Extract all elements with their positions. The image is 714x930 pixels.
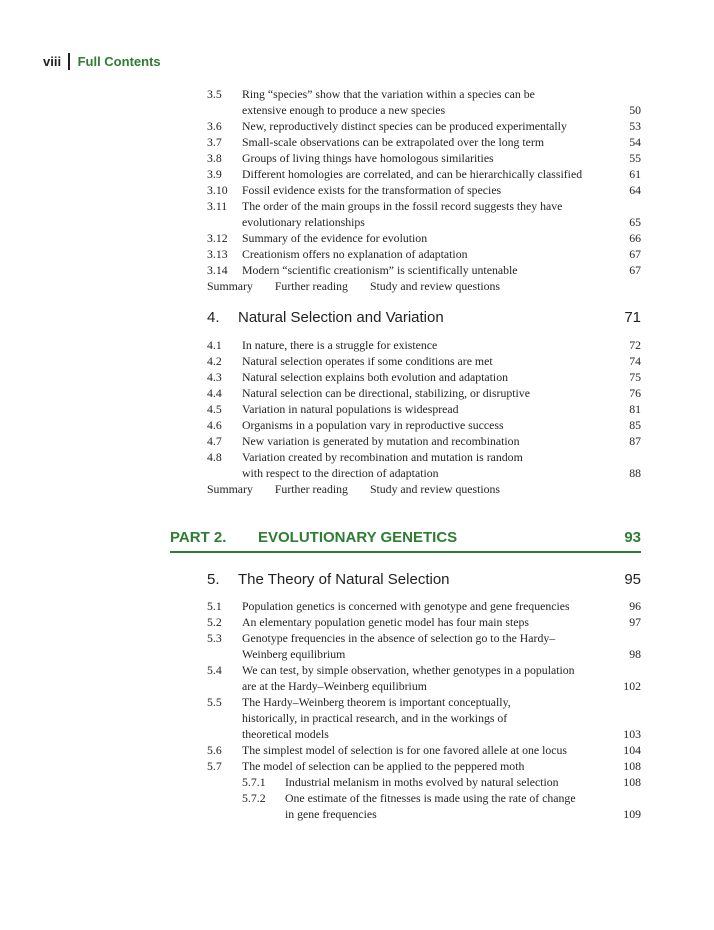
toc-entry[interactable]: [207, 134, 641, 150]
toc-subentry[interactable]: [207, 774, 641, 790]
entry-title: Industrial melanism in moths evolved by natural selection: [285, 775, 559, 789]
entry-number: 4.1: [207, 338, 222, 352]
entry-page: 74: [629, 354, 641, 368]
entry-page: 54: [629, 135, 641, 149]
entry-title: Fossil evidence exists for the transformation of species: [242, 183, 502, 197]
toc-entry[interactable]: [207, 614, 641, 630]
toc-entry[interactable]: [207, 694, 641, 710]
entry-title: New, reproductively distinct species can be produced experimentally: [242, 119, 567, 133]
entry-page: 67: [629, 263, 641, 277]
part-heading[interactable]: [170, 527, 641, 553]
entry-title: with respect to the direction of adaptation: [242, 466, 439, 480]
entry-page: 81: [629, 402, 641, 416]
toc-entry[interactable]: [207, 262, 641, 278]
entry-title: The order of the main groups in the fossil record suggests they have: [242, 199, 563, 213]
entry-number: 5.1: [207, 599, 222, 613]
entry-page: 98: [629, 647, 641, 661]
entry-number: 3.9: [207, 167, 222, 181]
entry-page: 87: [629, 434, 641, 448]
entry-title: The Hardy–Weinberg theorem is important conceptually,: [242, 695, 511, 709]
entry-page: 96: [629, 599, 641, 613]
entry-page: 72: [629, 338, 641, 352]
entry-number: 5.7.1: [242, 775, 266, 789]
entry-number: 5.5: [207, 695, 222, 709]
entry-page: 88: [629, 466, 641, 480]
toc-entry-continued[interactable]: [207, 646, 641, 662]
entry-title: Weinberg equilibrium: [242, 647, 346, 661]
chapter-page: 95: [624, 571, 641, 588]
further-reading-link[interactable]: Further reading: [274, 482, 348, 496]
entry-number: 5.7.2: [242, 791, 266, 805]
chapter-end-links: [207, 278, 522, 294]
entry-number: 4.4: [207, 386, 222, 400]
entry-title: An elementary population genetic model has four main steps: [242, 615, 529, 629]
entry-title: Variation created by recombination and mutation is random: [242, 450, 523, 464]
summary-link[interactable]: Summary: [207, 279, 253, 293]
entry-title: Natural selection operates if some conditions are met: [242, 354, 493, 368]
entry-number: 3.11: [207, 199, 228, 213]
entry-title: theoretical models: [242, 727, 329, 741]
toc-entry[interactable]: [207, 401, 641, 417]
entry-number: 4.2: [207, 354, 222, 368]
header-divider: [68, 53, 70, 70]
entry-number: 5.2: [207, 615, 222, 629]
further-reading-link[interactable]: Further reading: [274, 279, 348, 293]
entry-number: 3.14: [207, 263, 228, 277]
entry-title: In nature, there is a struggle for existence: [242, 338, 438, 352]
toc-entry[interactable]: [207, 337, 641, 353]
entry-number: 3.13: [207, 247, 228, 261]
study-questions-link[interactable]: Study and review questions: [369, 482, 501, 496]
toc-entry[interactable]: [207, 353, 641, 369]
toc-entry[interactable]: [207, 86, 641, 102]
entry-title: historically, in practical research, and in the workings of: [242, 711, 508, 725]
entry-title: Genotype frequencies in the absence of selection go to the Hardy–: [242, 631, 556, 645]
entry-page: 85: [629, 418, 641, 432]
entry-title: Organisms in a population vary in reproductive success: [242, 418, 504, 432]
toc-entry[interactable]: [207, 118, 641, 134]
entry-number: 4.7: [207, 434, 222, 448]
toc-entry[interactable]: [207, 246, 641, 262]
toc-entry[interactable]: [207, 166, 641, 182]
toc-entry[interactable]: [207, 150, 641, 166]
entry-page: 67: [629, 247, 641, 261]
toc-entry-continued[interactable]: [207, 465, 641, 481]
entry-number: 5.6: [207, 743, 222, 757]
entry-number: 4.3: [207, 370, 222, 384]
chapter-end-links: [207, 481, 522, 497]
entry-title: Different homologies are correlated, and can be hierarchically classified: [242, 167, 583, 181]
entry-title: evolutionary relationships: [242, 215, 365, 229]
entry-title: Natural selection explains both evolution and adaptation: [242, 370, 509, 384]
summary-link[interactable]: Summary: [207, 482, 253, 496]
toc-entry[interactable]: [207, 230, 641, 246]
entry-title: Creationism offers no explanation of adaptation: [242, 247, 468, 261]
entry-title: in gene frequencies: [285, 807, 377, 821]
entry-page: 75: [629, 370, 641, 384]
entry-title: Groups of living things have homologous similarities: [242, 151, 494, 165]
entry-title: Small-scale observations can be extrapolated over the long term: [242, 135, 545, 149]
chapter-number: 5.: [207, 571, 220, 588]
entry-number: 4.8: [207, 450, 222, 464]
entry-title: Population genetics is concerned with genotype and gene frequencies: [242, 599, 570, 613]
entry-title: Modern “scientific creationism” is scientifically untenable: [242, 263, 518, 277]
toc-entry-continued[interactable]: [207, 678, 641, 694]
header-title: Full Contents: [77, 54, 161, 69]
entry-title: Natural selection can be directional, stabilizing, or disruptive: [242, 386, 530, 400]
toc-entry[interactable]: [207, 742, 641, 758]
entry-number: 3.12: [207, 231, 228, 245]
toc-entry[interactable]: [207, 662, 641, 678]
entry-page: 102: [623, 679, 641, 693]
toc-entry-continued[interactable]: [207, 214, 641, 230]
entry-page: 108: [623, 759, 641, 773]
entry-page: 64: [629, 183, 641, 197]
entry-number: 3.10: [207, 183, 228, 197]
entry-page: 61: [629, 167, 641, 181]
part-number: PART 2.: [170, 529, 227, 546]
entry-title: The simplest model of selection is for one favored allele at one locus: [242, 743, 567, 757]
entry-title: Variation in natural populations is widespread: [242, 402, 459, 416]
chapter-title: Natural Selection and Variation: [238, 309, 444, 326]
entry-page: 109: [623, 807, 641, 821]
entry-page: 108: [623, 775, 641, 789]
toc-entry[interactable]: [207, 758, 641, 774]
running-header: [43, 53, 161, 70]
toc-entry-continued[interactable]: [207, 102, 641, 118]
entry-title: extensive enough to produce a new species: [242, 103, 446, 117]
entry-number: 4.6: [207, 418, 222, 432]
entry-page: 53: [629, 119, 641, 133]
entry-number: 3.5: [207, 87, 222, 101]
page-number: viii: [43, 54, 62, 69]
chapter-page: 71: [624, 309, 641, 326]
entry-number: 4.5: [207, 402, 222, 416]
study-questions-link[interactable]: Study and review questions: [369, 279, 501, 293]
toc-entry[interactable]: [207, 449, 641, 465]
entry-page: 66: [629, 231, 641, 245]
toc-entry[interactable]: [207, 385, 641, 401]
toc-entry[interactable]: [207, 369, 641, 385]
chapter-title: The Theory of Natural Selection: [238, 571, 450, 588]
chapter-number: 4.: [207, 309, 220, 326]
entry-title: We can test, by simple observation, whether genotypes in a population: [242, 663, 575, 677]
entry-title: One estimate of the fitnesses is made using the rate of change: [285, 791, 576, 805]
part-page: 93: [624, 529, 641, 546]
toc-entry-continued[interactable]: [207, 710, 641, 726]
entry-number: 5.3: [207, 631, 222, 645]
toc-entry[interactable]: [207, 198, 641, 214]
entry-page: 97: [629, 615, 641, 629]
entry-title: New variation is generated by mutation and recombination: [242, 434, 520, 448]
toc-entry[interactable]: [207, 182, 641, 198]
toc-subentry-continued[interactable]: [207, 806, 641, 822]
entry-title: The model of selection can be applied to the peppered moth: [242, 759, 525, 773]
toc-entry[interactable]: [207, 630, 641, 646]
entry-number: 3.8: [207, 151, 222, 165]
entry-title: are at the Hardy–Weinberg equilibrium: [242, 679, 427, 693]
entry-page: 65: [629, 215, 641, 229]
toc-entry-continued[interactable]: [207, 726, 641, 742]
entry-page: 50: [629, 103, 641, 117]
entry-page: 104: [623, 743, 641, 757]
entry-page: 55: [629, 151, 641, 165]
entry-title: Ring “species” show that the variation within a species can be: [242, 87, 535, 101]
toc-subentry[interactable]: [207, 790, 641, 806]
entry-number: 3.7: [207, 135, 222, 149]
part-title: EVOLUTIONARY GENETICS: [258, 529, 458, 546]
toc-entry[interactable]: [207, 417, 641, 433]
entry-page: 76: [629, 386, 641, 400]
entry-number: 5.4: [207, 663, 222, 677]
toc-entry[interactable]: [207, 598, 641, 614]
entry-number: 3.6: [207, 119, 222, 133]
entry-title: Summary of the evidence for evolution: [242, 231, 428, 245]
toc-entry[interactable]: [207, 433, 641, 449]
entry-number: 5.7: [207, 759, 222, 773]
entry-page: 103: [623, 727, 641, 741]
